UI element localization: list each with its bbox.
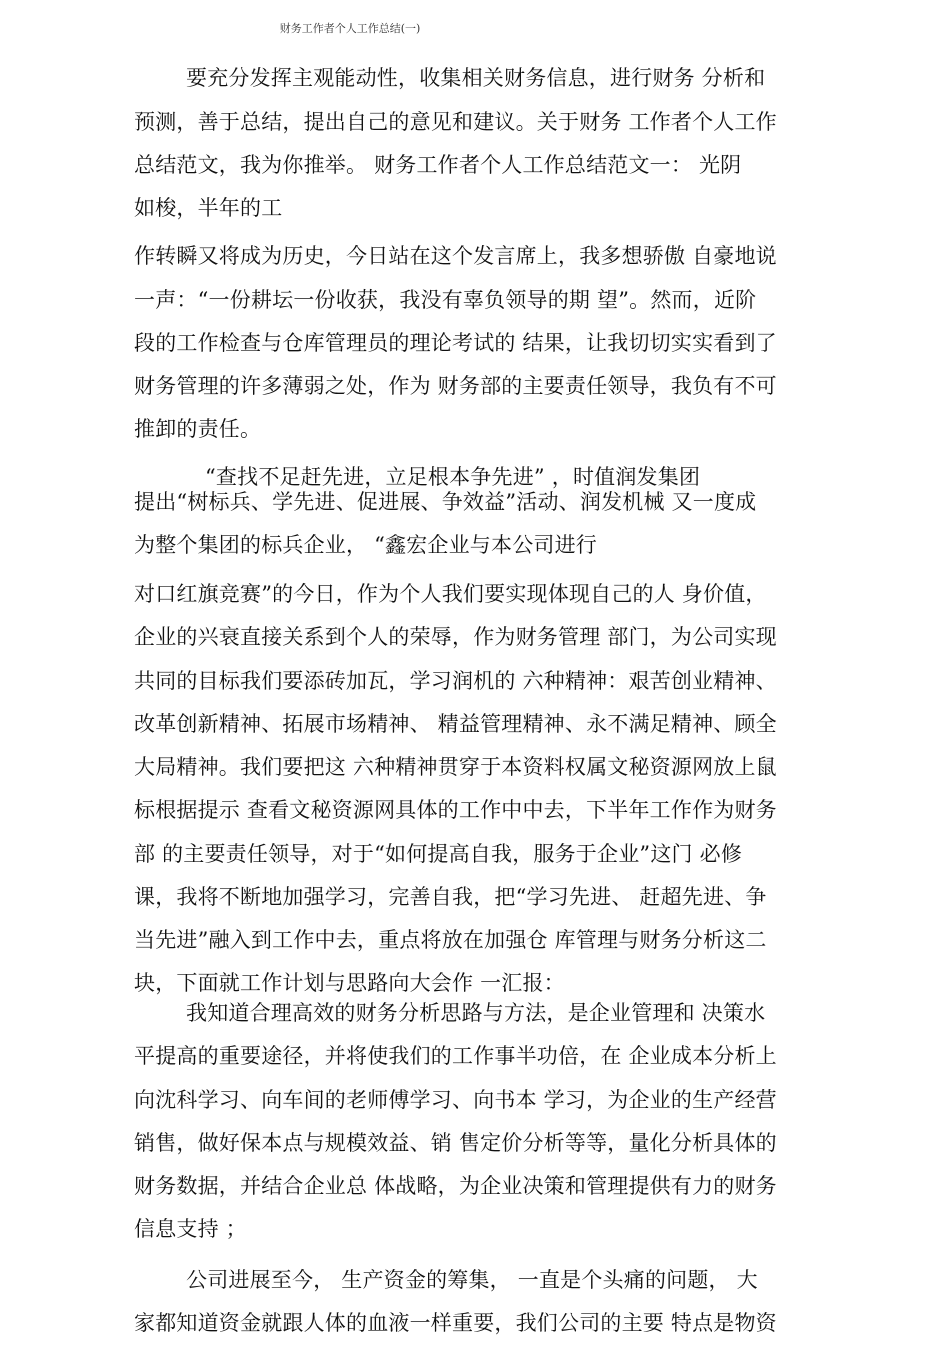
text-line: 公司进展至今， 生产资金的筹集， 一直是个头痛的问题， 大 (186, 1268, 758, 1292)
text-line: 销售，做好保本点与规模效益、销 售定价分析等等，量化分析具体的 (134, 1131, 777, 1155)
text-line: 一声：“一份耕坛一份收获，我没有辜负领导的期 望”。然而，近阶 (134, 288, 757, 312)
text-line: 块，下面就工作计划与思路向大会作 一汇报： (134, 971, 565, 995)
text-line: 向沈科学习、向车间的老师傅学习、向书本 学习，为企业的生产经营 (134, 1088, 777, 1112)
text-line: 作转瞬又将成为历史，今日站在这个发言席上，我多想骄傲 自豪地说 (134, 244, 777, 268)
text-line: 总结范文，我为你推举。 财务工作者个人工作总结范文一： 光阴 (134, 153, 742, 177)
text-line: 提出“树标兵、学先进、促进展、争效益”活动、润发机械 又一度成 (134, 490, 757, 514)
text-line: 为整个集团的标兵企业， “鑫宏企业与本公司进行 (134, 533, 598, 557)
text-line: 当先进”融入到工作中去，重点将放在加强仓 库管理与财务分析这二 (134, 928, 767, 952)
text-line: 如梭，半年的工 (134, 196, 283, 220)
text-line: 课，我将不断地加强学习，完善自我，把“学习先进、 赶超先进、争 (134, 885, 767, 909)
text-line: 标根据提示 查看文秘资源网具体的工作中中去，下半年工作作为财务 (134, 798, 777, 822)
text-line: 对口红旗竞赛”的今日，作为个人我们要实现体现自己的人 身价值， (134, 582, 767, 606)
text-line: 部 的主要责任领导，对于“如何提高自我，服务于企业”这门 必修 (134, 842, 743, 866)
text-line: 预测，善于总结，提出自己的意见和建议。关于财务 工作者个人工作 (134, 110, 777, 134)
text-line: 平提高的重要途径，并将使我们的工作事半功倍，在 企业成本分析上 (134, 1044, 777, 1068)
text-line: “查找不足赶先进，立足根本争先进” ，时值润发集团 (205, 465, 701, 489)
text-line: 要充分发挥主观能动性，收集相关财务信息，进行财务 分析和 (186, 66, 766, 90)
text-line: 财务管理的许多薄弱之处，作为 财务部的主要责任领导，我负有不可 (134, 374, 777, 398)
text-line: 共同的目标我们要添砖加瓦，学习润机的 六种精神：艰苦创业精神、 (134, 669, 777, 693)
text-line: 大局精神。我们要把这 六种精神贯穿于本资料权属文秘资源网放上鼠 (134, 755, 777, 779)
text-line: 段的工作检查与仓库管理员的理论考试的 结果，让我切切实实看到了 (134, 331, 777, 355)
text-line: 家都知道资金就跟人体的血液一样重要，我们公司的主要 特点是物资 (134, 1311, 777, 1335)
text-line: 我知道合理高效的财务分析思路与方法，是企业管理和 决策水 (186, 1001, 766, 1025)
page-header: 财务工作者个人工作总结(一) (279, 22, 421, 35)
text-line: 改革创新精神、拓展市场精神、 精益管理精神、永不满足精神、顾全 (134, 712, 777, 736)
text-line: 企业的兴衰直接关系到个人的荣辱，作为财务管理 部门，为公司实现 (134, 625, 777, 649)
text-line: 推卸的责任。 (134, 417, 262, 441)
text-line: 财务数据，并结合企业总 体战略，为企业决策和管理提供有力的财务 (134, 1174, 777, 1198)
text-line: 信息支持 ； (134, 1217, 247, 1241)
